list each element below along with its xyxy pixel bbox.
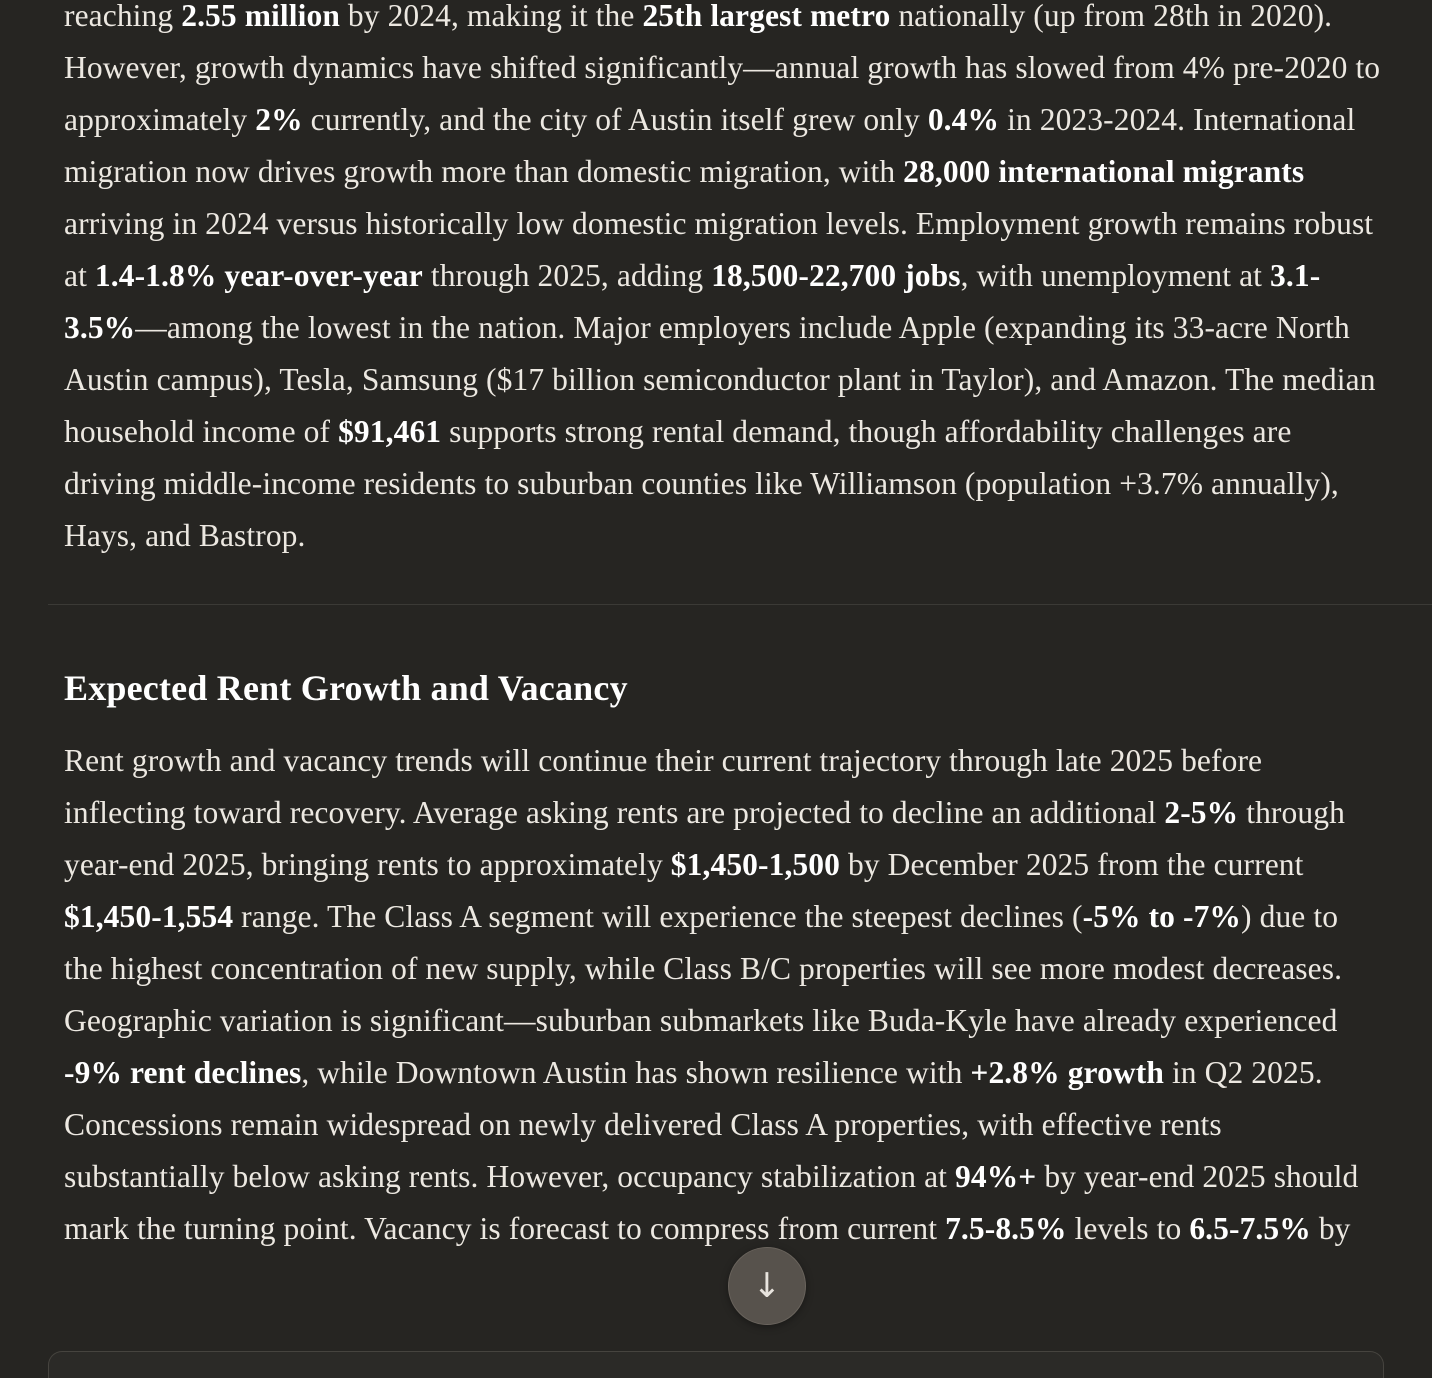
arrow-down-icon: ↓ — [752, 1266, 782, 1306]
section-heading: Expected Rent Growth and Vacancy — [64, 668, 628, 708]
section-divider — [48, 604, 1432, 605]
scroll-down-button[interactable] — [728, 1247, 806, 1325]
intro-paragraph: reaching 2.55 million by 2024, making it the 25th largest metro nationally (up from 28th in 2020). However, growth dynamics have shifted significantly—annual growth has slowed from 4% pre-2020 to approximately 2% currently, and the city of Austin itself grew only 0.4% in 2023-2024. International migration now drives growth more than domestic migration, with 28,000 international migrants arriving in 2024 versus historically low domestic migration levels. Employment growth remains robust at 1.4-1.8% year-over-year through 2025, adding 18,500-22,700 jobs, with unemployment at 3.1-3.5%—among the lowest in the nation. Major employers include Apple (expanding its 33-acre North Austin campus), Tesla, Samsung ($17 billion semiconductor plant in Taylor), and Amazon. The median household income of $91,461 supports strong rental demand, though affordability challenges are driving middle-income residents to suburban counties like Williamson (population +3.7% annually), Hays, and Bastrop. — [64, 0, 1381, 553]
section-paragraph: Rent growth and vacancy trends will continue their current trajectory through late 2025 before inflecting toward recovery. Average asking rents are projected to decline an additional 2-5% through year-end 2025, bringing rents to approximately $1,450-1,500 by December 2025 from the current $1,450-1,554 range. The Class A segment will experience the steepest declines (-5% to -7%) due to the highest concentration of new supply, while Class B/C properties will see more modest decreases. Geographic variation is significant—suburban submarkets like Buda-Kyle have already experienced -9% rent declines, while Downtown Austin has shown resilience with +2.8% growth in Q2 2025. Concessions remain widespread on newly delivered Class A properties, with effective rents substantially below asking rents. However, occupancy stabilization at 94%+ by year-end 2025 should mark the turning point. Vacancy is forecast to compress from current 7.5-8.5% levels to 6.5-7.5% by — [64, 743, 1359, 1246]
bottom-input-bar[interactable] — [48, 1351, 1384, 1378]
